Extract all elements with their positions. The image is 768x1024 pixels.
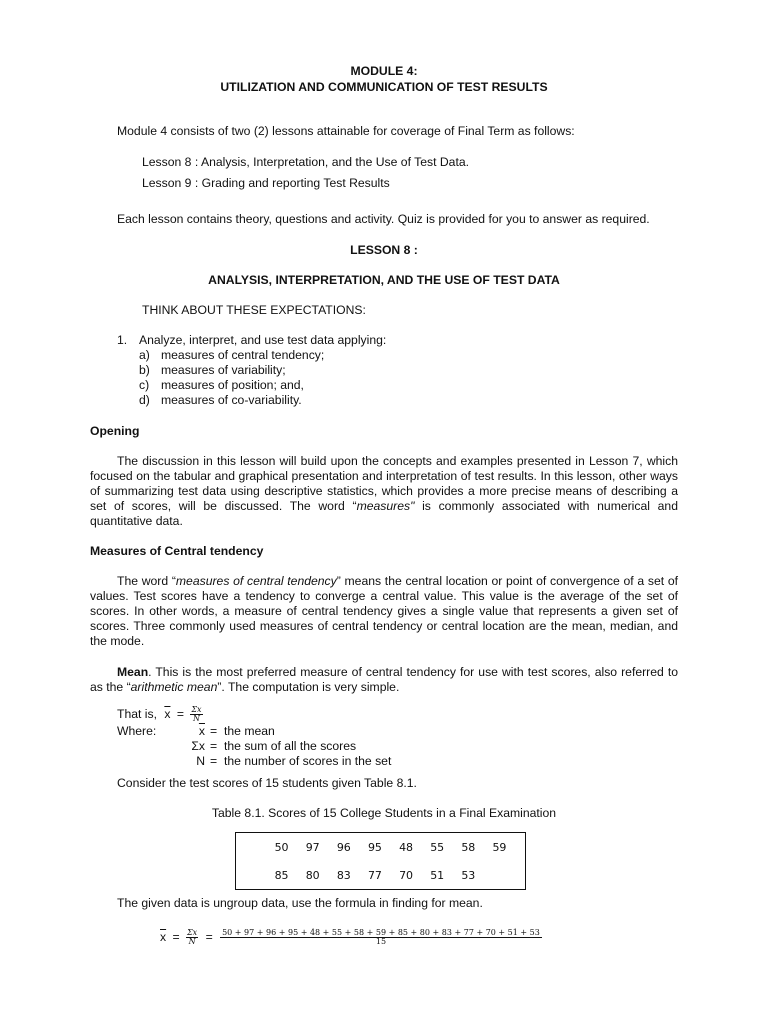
table-cell: 96 — [336, 840, 351, 854]
table-cell: 58 — [461, 840, 476, 854]
lesson-item-8: Lesson 8 : Analysis, Interpretation, and the Use of Test Data. — [142, 155, 469, 169]
table-cell: 95 — [367, 840, 382, 854]
subitem-letter: d) — [139, 393, 150, 407]
expectation-text: Analyze, interpret, and use test data applying: — [139, 333, 387, 347]
table-row — [236, 861, 526, 890]
table-cell: 59 — [492, 840, 507, 854]
def-text: the number of scores in the set — [224, 754, 392, 768]
table-cell: 55 — [430, 840, 445, 854]
lesson8-title: ANALYSIS, INTERPRETATION, AND THE USE OF TEST DATA — [208, 273, 560, 287]
table-cell — [484, 861, 515, 890]
def-equals: = — [210, 754, 218, 768]
mean-computation: $\overline{x}$ = $\frac{\Sigma x}{N}$ = 50 + 97 + 96 + 95 + 48 + 55 + 58 + 59 + 85 + 80 + 83 + 77 + 70 + 51 + 53 15 — [160, 928, 540, 947]
opening-paragraph: The discussion in this lesson will build upon the concepts and examples presented in Lesson 7, which focused on the tabular and graphical presentation and interpretation of test results. In this lesson, other ways of summarizing test data using descriptive statistics, which provides a more precise means of describing a set of scores, will be discussed. The word “measures" is commonly associated with numerical and quantitative data. — [90, 454, 678, 528]
def-equals: = — [210, 739, 218, 753]
central-tendency-heading: Measures of Central tendency — [90, 544, 264, 558]
table-cell: 83 — [336, 868, 351, 882]
mean-paragraph: Mean. This is the most preferred measure of central tendency for use with test scores, also referred to as the “arithmetic mean”. The computation is very simple. — [90, 665, 678, 694]
def-symbol: $\overline{x}$ — [198, 724, 205, 738]
subitem-text: measures of central tendency; — [161, 348, 325, 362]
def-text: the sum of all the scores — [224, 739, 357, 753]
def-symbol: Σx — [191, 739, 205, 753]
table-row — [236, 833, 526, 862]
mean-fraction: $\frac{\Sigma x}{N}$ — [191, 705, 202, 724]
expectation-number: 1. — [117, 333, 128, 347]
subitem-text: measures of co-variability. — [161, 393, 302, 407]
subitem-letter: b) — [139, 363, 150, 377]
subitem-letter: a) — [139, 348, 150, 362]
lesson-item-9: Lesson 9 : Grading and reporting Test Results — [142, 176, 390, 190]
table-cell: 70 — [399, 868, 414, 882]
subitem-letter: c) — [139, 378, 150, 392]
lesson8-label: LESSON 8 : — [350, 243, 418, 257]
table-cell: 77 — [367, 868, 382, 882]
table-cell: 48 — [399, 840, 414, 854]
subitem-text: measures of variability; — [161, 363, 286, 377]
scores-sum-fraction: 50 + 97 + 96 + 95 + 48 + 55 + 58 + 59 + 85 + 80 + 83 + 77 + 70 + 51 + 53 15 — [222, 928, 540, 947]
scores-table — [235, 832, 526, 890]
intro-text: Module 4 consists of two (2) lessons attainable for coverage of Final Term as follows: — [117, 124, 575, 138]
mean-formula: That is, $\overline{x}$ = $\frac{\Sigma x}{N}$ — [117, 705, 202, 724]
table-cell: 51 — [430, 868, 445, 882]
def-text: the mean — [224, 724, 275, 738]
consider-text: Consider the test scores of 15 students given Table 8.1. — [117, 776, 417, 790]
central-tendency-paragraph: The word “measures of central tendency” means the central location or point of convergence of a set of values. Test scores have a tendency to converge a central value. This value is the average of the set of scores. In other words, a measure of central tendency gives a single value that represents a given set of scores. Three commonly used measures of central tendency or central location are the mean, median, and the mode. — [90, 574, 678, 648]
table-cell: 80 — [305, 868, 320, 882]
module-title: UTILIZATION AND COMMUNICATION OF TEST RESULTS — [220, 80, 548, 94]
table-cell: 85 — [274, 868, 289, 882]
subitem-text: measures of position; and, — [161, 378, 304, 392]
sum-fraction: $\frac{\Sigma x}{N}$ — [187, 928, 198, 947]
module-label: MODULE 4: — [350, 64, 418, 78]
table-cell: 53 — [461, 868, 476, 882]
ungroup-text: The given data is ungroup data, use the formula in finding for mean. — [117, 896, 483, 910]
each-lesson-text: Each lesson contains theory, questions and activity. Quiz is provided for you to answer as required. — [117, 212, 650, 226]
def-symbol: N — [196, 754, 205, 768]
opening-heading: Opening — [90, 424, 140, 438]
def-equals: = — [210, 724, 218, 738]
expectations-heading: THINK ABOUT THESE EXPECTATIONS: — [142, 303, 366, 317]
table-cell: 97 — [305, 840, 320, 854]
where-label: Where: — [117, 724, 157, 738]
table-caption: Table 8.1. Scores of 15 College Students in a Final Examination — [211, 806, 557, 820]
table-cell: 50 — [274, 840, 289, 854]
